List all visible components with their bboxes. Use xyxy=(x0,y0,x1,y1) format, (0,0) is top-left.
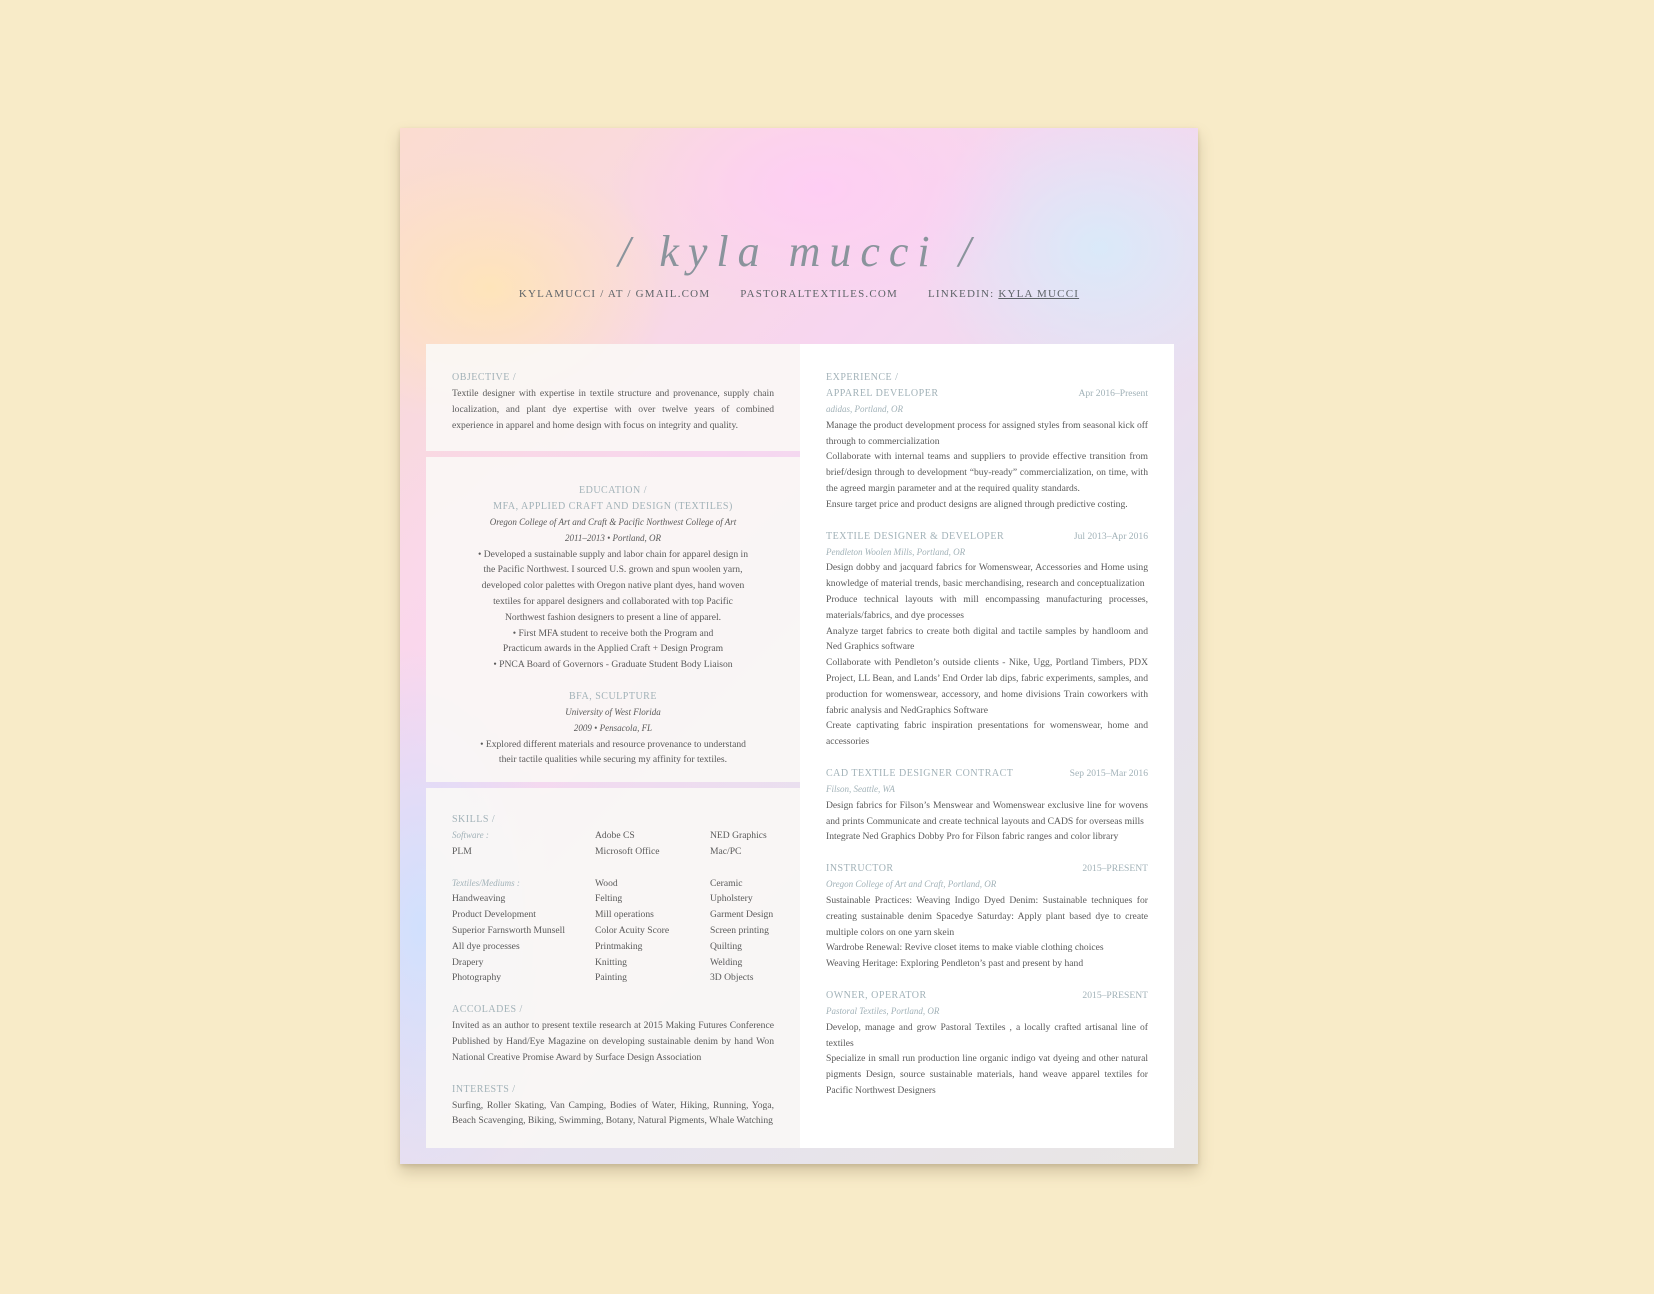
mfa-bullet-1: • Developed a sustainable supply and labor chain for apparel design in the Pacific Northwest. I sourced U.S. grown and spun woolen yarn, developed color palettes with Oregon native plant dyes, hand woven textiles for apparel designers and collaborated with top Pacific Northwest fashion designers to present a line of apparel. xyxy=(477,548,749,623)
job-line: Wardrobe Renewal: Revive closet items to make viable clothing choices xyxy=(826,942,1104,954)
software-grid xyxy=(452,828,774,860)
skill-item: Garment Design xyxy=(710,909,774,921)
skill-item: Welding xyxy=(710,956,743,968)
job-company: Pastoral Textiles, Portland, OR xyxy=(826,1005,940,1016)
resume-name: / kyla mucci / xyxy=(618,227,980,276)
skill-item: Knitting xyxy=(595,956,627,968)
job-entry xyxy=(826,386,1148,513)
job-title: TEXTILE DESIGNER & DEVELOPER xyxy=(826,530,1005,542)
job-entry xyxy=(826,988,1148,1099)
education-section xyxy=(426,457,800,782)
accolades-heading: ACCOLADES / xyxy=(452,1004,523,1016)
job-line: Ensure target price and product designs are aligned through predictive costing. xyxy=(826,498,1128,510)
software-label: Software : xyxy=(452,830,489,840)
mfa-bullet-3: • PNCA Board of Governors - Graduate Student Body Liaison xyxy=(493,659,733,671)
experience-section xyxy=(800,344,1174,1148)
website-link[interactable]: PASTORALTEXTILES.COM xyxy=(740,288,899,300)
textiles-grid xyxy=(452,876,774,987)
skill-item: Ceramic xyxy=(710,877,743,889)
skill-item: NED Graphics xyxy=(710,830,767,841)
skill-item: All dye processes xyxy=(452,940,520,952)
bfa-school: University of West Florida xyxy=(565,706,661,717)
job-line: Develop, manage and grow Pastoral Textiles , a locally crafted artisanal line of textiles xyxy=(826,1021,1148,1049)
job-dates: 2015–PRESENT xyxy=(1082,863,1148,875)
skill-item: Upholstery xyxy=(710,893,753,905)
education-heading: EDUCATION / xyxy=(579,485,647,496)
skill-item: Adobe CS xyxy=(595,830,635,841)
bfa-degree: BFA, SCULPTURE xyxy=(569,690,657,702)
job-line: Design fabrics for Filson’s Menswear and Womenswear exclusive line for wovens and prints Communicate and create technical layouts and CADS for overseas mills xyxy=(826,799,1148,827)
skill-item: Photography xyxy=(452,972,502,984)
objective-text: Textile designer with expertise in textile structure and provenance, supply chain localization, and plant dye expertise with over twelve years of combined experience in apparel and home design with focus on integrity and quality. xyxy=(452,388,774,431)
skill-item: Drapery xyxy=(452,956,484,968)
job-dates: Sep 2015–Mar 2016 xyxy=(1069,767,1148,779)
experience-heading: EXPERIENCE / xyxy=(826,372,899,383)
linkedin-link[interactable]: KYLA MUCCI xyxy=(998,288,1080,300)
job-entry xyxy=(826,529,1148,750)
skills-heading: SKILLS / xyxy=(452,814,496,825)
skill-item: Screen printing xyxy=(710,924,769,936)
job-line: Produce technical layouts with mill encompassing manufacturing processes, materials/fabrics, and dye processes xyxy=(826,593,1148,621)
skill-item: Superior Farnsworth Munsell xyxy=(452,924,565,936)
job-line: Analyze target fabrics to create both digital and tactile samples by handloom and Ned Graphics software xyxy=(826,625,1148,653)
job-line: Manage the product development process for assigned styles from seasonal kick off through to commercialization xyxy=(826,419,1148,447)
job-title: CAD TEXTILE DESIGNER CONTRACT xyxy=(826,767,1014,779)
mfa-school: Oregon College of Art and Craft & Pacific Northwest College of Art xyxy=(489,517,737,527)
job-company: Filson, Seattle, WA xyxy=(826,783,895,794)
objective-section xyxy=(426,344,800,451)
email-text: KYLAMUCCI / AT / GMAIL.COM xyxy=(518,288,711,300)
job-company: Pendleton Woolen Mills, Portland, OR xyxy=(826,546,966,557)
mfa-date: 2011–2013 • Portland, OR xyxy=(565,532,661,543)
skill-item: Color Acuity Score xyxy=(595,924,670,936)
job-title: APPAREL DEVELOPER xyxy=(826,388,939,399)
skill-item: Product Development xyxy=(452,909,536,921)
skill-item: Wood xyxy=(595,877,618,889)
job-company: adidas, Portland, OR xyxy=(826,404,904,414)
linkedin xyxy=(928,288,1079,300)
skill-item: Painting xyxy=(595,972,627,984)
skills-section xyxy=(426,788,800,1148)
skill-item: Handweaving xyxy=(452,893,506,905)
accolades-text: Invited as an author to present textile research at 2015 Making Futures Conference Published by Hand/Eye Magazine on developing sustainable denim by hand Won National Creative Promise Award by Surface Design Association xyxy=(452,1020,774,1063)
skill-item: Quilting xyxy=(710,940,742,952)
job-line: Integrate Ned Graphics Dobby Pro for Filson fabric ranges and color library xyxy=(826,831,1119,843)
skill-item: Printmaking xyxy=(595,940,643,952)
job-line: Collaborate with Pendleton’s outside clients - Nike, Ugg, Portland Timbers, PDX Project, LL Bean, and Lands’ End Order lab dips, fabric experiments, samples, and production for womenswear, accessory, and home divisions Train coworkers with fabric analysis and NedGraphics Software xyxy=(826,657,1148,716)
job-line: Weaving Heritage: Exploring Pendleton’s past and present by hand xyxy=(826,958,1084,970)
job-entry xyxy=(826,861,1148,972)
skill-item: Mill operations xyxy=(595,909,654,921)
mfa-bullet-2: • First MFA student to receive both the Program and Practicum awards in the Applied Craft + Design Program xyxy=(502,627,724,655)
job-line: Collaborate with internal teams and suppliers to provide effective transition from brief/design through to development “buy-ready” commercialization, on time, with the agreed margin parameter and at the required quality standards. xyxy=(826,451,1148,494)
job-entry xyxy=(826,766,1148,845)
job-dates: 2015–PRESENT xyxy=(1082,989,1148,1001)
job-title: INSTRUCTOR xyxy=(826,863,894,875)
objective-heading: OBJECTIVE / xyxy=(452,372,517,383)
bfa-date: 2009 • Pensacola, FL xyxy=(573,722,653,733)
linkedin-label: LINKEDIN: xyxy=(927,288,995,300)
job-title: OWNER, OPERATOR xyxy=(826,989,927,1001)
interests-text: Surfing, Roller Skating, Van Camping, Bodies of Water, Hiking, Running, Yoga, Beach Scavenging, Biking, Swimming, Botany, Natural Pigments, Whale Watching xyxy=(452,1099,774,1127)
mfa-degree: MFA, APPLIED CRAFT AND DESIGN (TEXTILES) xyxy=(493,501,733,512)
job-dates: Apr 2016–Present xyxy=(1078,388,1148,399)
textiles-label: Textiles/Mediums : xyxy=(452,877,520,888)
job-line: Design dobby and jacquard fabrics for Womenswear, Accessories and Home using knowledge of material trends, basic merchandising, research and conceptualization xyxy=(826,562,1148,590)
skill-item: Mac/PC xyxy=(710,845,742,857)
skill-item: Microsoft Office xyxy=(595,845,660,857)
bfa-bullet: • Explored different materials and resource provenance to understand their tactile qualities while securing my affinity for textiles. xyxy=(480,738,746,766)
job-line: Sustainable Practices: Weaving Indigo Dyed Denim: Sustainable techniques for creating sustainable denim Spacedye Saturday: Apply plant based dye to create multiple colors on one yarn skein xyxy=(826,894,1148,938)
job-line: Specialize in small run production line organic indigo vat dyeing and other natural pigments Design, source sustainable materials, hand weave apparel textiles for Pacific Northwest Designers xyxy=(826,1053,1148,1096)
contact-line xyxy=(400,288,1198,300)
resume-sheet xyxy=(400,128,1198,1164)
job-dates: Jul 2013–Apr 2016 xyxy=(1073,530,1148,542)
skill-item: Felting xyxy=(595,893,623,905)
job-company: Oregon College of Art and Craft, Portland, OR xyxy=(826,879,997,890)
skill-item: 3D Objects xyxy=(710,972,754,984)
interests-heading: INTERESTS / xyxy=(452,1083,516,1095)
left-column xyxy=(426,344,800,1148)
skill-item: PLM xyxy=(452,845,472,857)
job-line: Create captivating fabric inspiration presentations for womenswear, home and accessories xyxy=(826,720,1148,748)
